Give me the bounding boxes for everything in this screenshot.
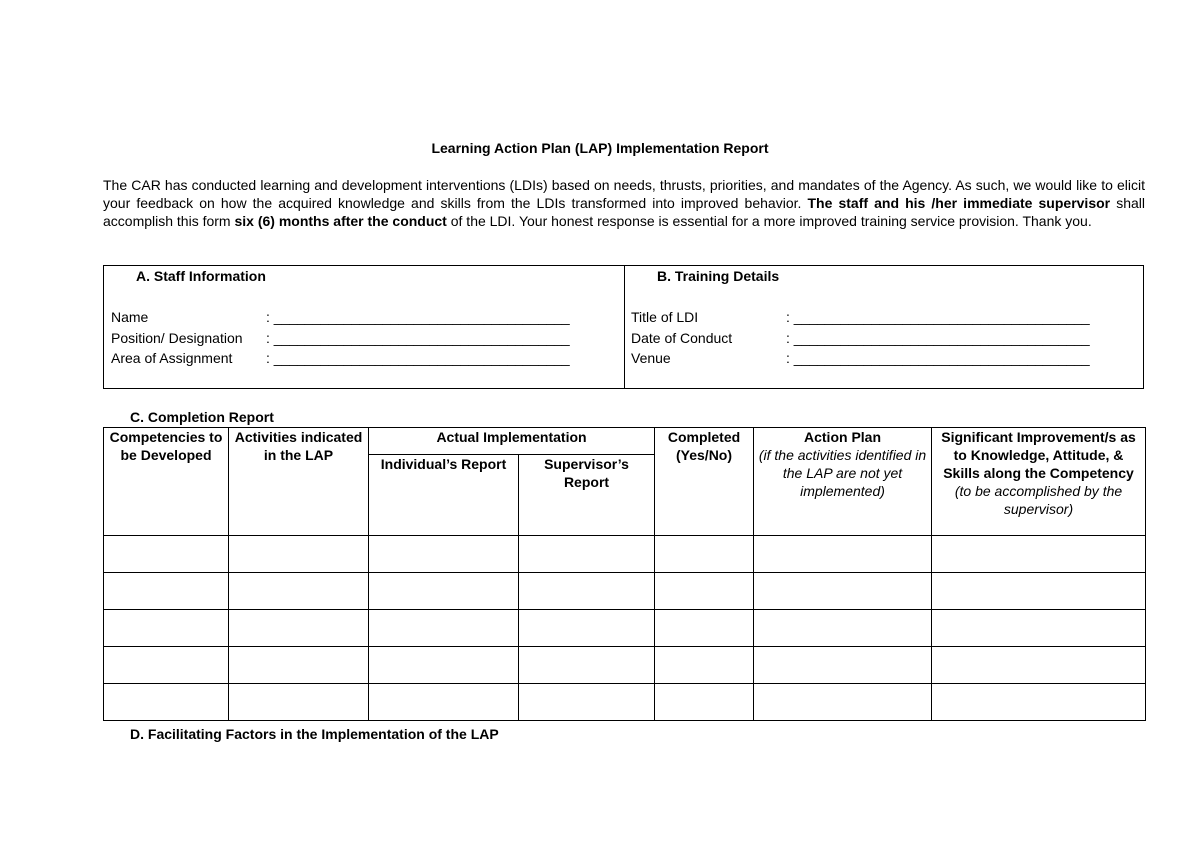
table-cell[interactable]: [104, 610, 229, 647]
table-cell[interactable]: [229, 647, 369, 684]
area-label: Area of Assignment: [111, 350, 233, 366]
intro-paragraph: [103, 176, 1145, 230]
intro-text-1: The CAR has conducted learning and development interventions (LDIs) based on needs, thrusts, priorities, and mandates of the Agency. As such, we would like to elicit your feedback on how the acquired knowledge and skills from the LDIs transformed into improved behavior.: [103, 177, 1145, 211]
header-supervisor-report: Supervisor’s Report: [519, 455, 655, 536]
ldi-title-label: Title of LDI: [631, 309, 699, 325]
table-cell[interactable]: [369, 610, 519, 647]
table-cell[interactable]: [655, 573, 754, 610]
table-cell[interactable]: [932, 684, 1146, 721]
table-cell[interactable]: [655, 647, 754, 684]
intro-text-3: of the LDI. Your honest response is essential for a more improved training service provision. Thank you.: [446, 213, 1092, 229]
position-label: Position/ Designation: [111, 330, 243, 346]
table-cell[interactable]: [519, 647, 655, 684]
name-field[interactable]: [111, 309, 570, 325]
table-cell[interactable]: [932, 647, 1146, 684]
ldi-title-line: : ______________________________________: [786, 309, 1090, 325]
completion-report-table: [103, 427, 1146, 721]
info-divider: [624, 266, 625, 388]
info-box: [103, 265, 1144, 389]
table-cell[interactable]: [229, 536, 369, 573]
table-row: [104, 684, 1146, 721]
table-cell[interactable]: [369, 684, 519, 721]
table-cell[interactable]: [519, 684, 655, 721]
header-individual-report: Individual’s Report: [369, 455, 519, 536]
ldi-title-field[interactable]: [631, 309, 1090, 325]
table-cell[interactable]: [655, 684, 754, 721]
venue-line: : ______________________________________: [786, 350, 1090, 366]
table-cell[interactable]: [754, 684, 932, 721]
table-cell[interactable]: [655, 610, 754, 647]
table-cell[interactable]: [932, 610, 1146, 647]
training-details-heading: B. Training Details: [657, 268, 780, 284]
staff-info-heading: A. Staff Information: [136, 268, 266, 284]
area-line: : ______________________________________: [266, 350, 570, 366]
improvement-note: (to be accomplished by the supervisor): [954, 483, 1123, 517]
table-cell[interactable]: [655, 536, 754, 573]
header-activities: Activities indicated in the LAP: [229, 428, 369, 536]
table-cell[interactable]: [369, 536, 519, 573]
date-field[interactable]: [631, 330, 1090, 346]
intro-text-2: shall accomplish this form: [103, 195, 1145, 229]
table-cell[interactable]: [519, 573, 655, 610]
table-cell[interactable]: [754, 647, 932, 684]
table-cell[interactable]: [369, 573, 519, 610]
header-action-plan: [754, 428, 932, 536]
date-line: : ______________________________________: [786, 330, 1090, 346]
header-completed: Completed (Yes/No): [655, 428, 754, 536]
date-label: Date of Conduct: [631, 330, 733, 346]
action-plan-label: Action Plan: [804, 429, 882, 445]
name-label: Name: [111, 309, 149, 325]
area-field[interactable]: [111, 350, 570, 366]
table-row: [104, 610, 1146, 647]
header-competencies: Competencies to be Developed: [104, 428, 229, 536]
header-actual-implementation: Actual Implementation: [369, 428, 655, 455]
document-title: Learning Action Plan (LAP) Implementation Report: [431, 140, 769, 156]
position-line: : ______________________________________: [266, 330, 570, 346]
position-field[interactable]: [111, 330, 570, 346]
header-improvement: [932, 428, 1146, 536]
table-cell[interactable]: [104, 536, 229, 573]
table-cell[interactable]: [229, 610, 369, 647]
table-cell[interactable]: [754, 610, 932, 647]
table-cell[interactable]: [229, 573, 369, 610]
facilitating-factors-heading: D. Facilitating Factors in the Implementation of the LAP: [130, 726, 499, 742]
table-cell[interactable]: [932, 573, 1146, 610]
table-row: [104, 647, 1146, 684]
name-line: : ______________________________________: [266, 309, 570, 325]
table-cell[interactable]: [104, 684, 229, 721]
table-cell[interactable]: [932, 536, 1146, 573]
venue-field[interactable]: [631, 350, 1090, 366]
table-cell[interactable]: [754, 573, 932, 610]
table-cell[interactable]: [104, 573, 229, 610]
table-row: [104, 536, 1146, 573]
intro-bold-1: The staff and his /her immediate supervisor: [807, 195, 1111, 211]
intro-bold-2: six (6) months after the conduct: [234, 213, 447, 229]
table-cell[interactable]: [519, 536, 655, 573]
action-plan-note: (if the activities identified in the LAP are not yet implemented): [758, 447, 927, 499]
table-cell[interactable]: [229, 684, 369, 721]
completion-report-heading: C. Completion Report: [130, 409, 274, 425]
table-cell[interactable]: [369, 647, 519, 684]
table-cell[interactable]: [754, 536, 932, 573]
improvement-label: Significant Improvement/s as to Knowledge, Attitude, & Skills along the Competency: [941, 429, 1136, 481]
table-cell[interactable]: [104, 647, 229, 684]
venue-label: Venue: [631, 350, 671, 366]
table-row: [104, 573, 1146, 610]
table-cell[interactable]: [519, 610, 655, 647]
